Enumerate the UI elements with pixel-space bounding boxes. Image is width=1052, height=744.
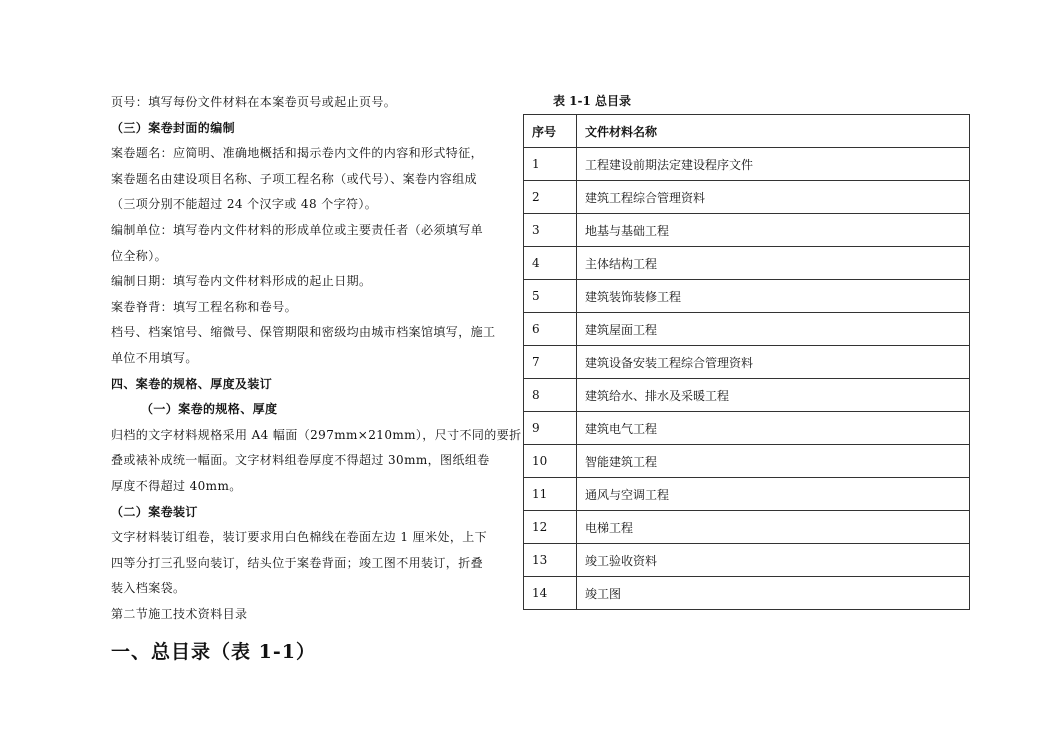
cell-document-name: 通风与空调工程 xyxy=(577,478,970,511)
left-text-column xyxy=(111,90,522,664)
text-line: 单位不用填写。 xyxy=(111,350,198,365)
cell-serial-number: 12 xyxy=(524,511,577,544)
cell-serial-number: 2 xyxy=(524,181,577,214)
cell-document-name: 竣工图 xyxy=(577,577,970,610)
catalog-table xyxy=(523,114,970,610)
cell-serial-number: 3 xyxy=(524,214,577,247)
cell-serial-number: 4 xyxy=(524,247,577,280)
table-row xyxy=(524,346,970,379)
header-serial-number: 序号 xyxy=(524,115,577,148)
cell-document-name: 电梯工程 xyxy=(577,511,970,544)
cell-serial-number: 8 xyxy=(524,379,577,412)
subsection-heading: （二）案卷装订 xyxy=(111,504,198,519)
table-row xyxy=(524,148,970,181)
section-heading: 四、案卷的规格、厚度及装订 xyxy=(111,376,273,391)
section-heading: （三）案卷封面的编制 xyxy=(111,120,236,135)
cell-serial-number: 7 xyxy=(524,346,577,379)
text-line: 厚度不得超过 40mm。 xyxy=(111,478,242,493)
table-row xyxy=(524,478,970,511)
main-heading: 一、总目录（表 1-1） xyxy=(111,641,316,664)
text-line: （三项分别不能超过 24 个汉字或 48 个字符）。 xyxy=(111,197,378,212)
cell-document-name: 建筑设备安装工程综合管理资料 xyxy=(577,346,970,379)
table-row xyxy=(524,181,970,214)
table-row xyxy=(524,445,970,478)
text-line: 装入档案袋。 xyxy=(111,581,186,596)
cell-document-name: 建筑装饰装修工程 xyxy=(577,280,970,313)
cell-document-name: 建筑电气工程 xyxy=(577,412,970,445)
cell-document-name: 建筑屋面工程 xyxy=(577,313,970,346)
cell-document-name: 主体结构工程 xyxy=(577,247,970,280)
text-line: 页号：填写每份文件材料在本案卷页号或起止页号。 xyxy=(111,95,397,109)
text-line: 位全称）。 xyxy=(111,248,168,263)
cell-document-name: 地基与基础工程 xyxy=(577,214,970,247)
cell-serial-number: 5 xyxy=(524,280,577,313)
cell-document-name: 建筑工程综合管理资料 xyxy=(577,181,970,214)
text-line: 案卷题名：应简明、准确地概括和揭示卷内文件的内容和形式特征， xyxy=(111,146,484,161)
table-row xyxy=(524,214,970,247)
table-caption: 表 1-1 总目录 xyxy=(553,94,632,108)
table-header-row xyxy=(524,115,970,148)
cell-serial-number: 14 xyxy=(524,577,577,610)
text-line: 第二节施工技术资料目录 xyxy=(111,606,248,621)
table-row xyxy=(524,544,970,577)
table-body xyxy=(524,148,970,610)
cell-document-name: 建筑给水、排水及采暖工程 xyxy=(577,379,970,412)
table-row xyxy=(524,511,970,544)
subsection-heading: （一）案卷的规格、厚度 xyxy=(141,402,278,417)
cell-serial-number: 10 xyxy=(524,445,577,478)
cell-document-name: 智能建筑工程 xyxy=(577,445,970,478)
text-line: 四等分打三孔竖向装订，结头位于案卷背面；竣工图不用装订，折叠 xyxy=(111,555,484,570)
header-document-name: 文件材料名称 xyxy=(577,115,970,148)
cell-serial-number: 13 xyxy=(524,544,577,577)
table-row xyxy=(524,577,970,610)
table-row xyxy=(524,247,970,280)
cell-serial-number: 11 xyxy=(524,478,577,511)
table-row xyxy=(524,412,970,445)
text-line: 案卷脊背：填写工程名称和卷号。 xyxy=(111,299,298,314)
cell-serial-number: 9 xyxy=(524,412,577,445)
cell-document-name: 竣工验收资料 xyxy=(577,544,970,577)
text-line: 编制单位：填写卷内文件材料的形成单位或主要责任者（必须填写单 xyxy=(111,222,484,237)
text-line: 叠或裱补成统一幅面。文字材料组卷厚度不得超过 30mm，图纸组卷 xyxy=(111,453,490,468)
table-row xyxy=(524,280,970,313)
text-line: 案卷题名由建设项目名称、子项工程名称（或代号）、案卷内容组成 xyxy=(111,171,478,186)
table-row xyxy=(524,379,970,412)
text-line: 归档的文字材料规格采用 A4 幅面（297mm×210mm），尺寸不同的要折 xyxy=(111,427,522,442)
cell-serial-number: 6 xyxy=(524,313,577,346)
cell-document-name: 工程建设前期法定建设程序文件 xyxy=(577,148,970,181)
text-line: 文字材料装订组卷，装订要求用白色棉线在卷面左边 1 厘米处，上下 xyxy=(111,530,488,545)
text-line: 档号、档案馆号、缩微号、保管期限和密级均由城市档案馆填写，施工 xyxy=(111,325,496,340)
text-line: 编制日期：填写卷内文件材料形成的起止日期。 xyxy=(111,274,372,289)
cell-serial-number: 1 xyxy=(524,148,577,181)
table-row xyxy=(524,313,970,346)
